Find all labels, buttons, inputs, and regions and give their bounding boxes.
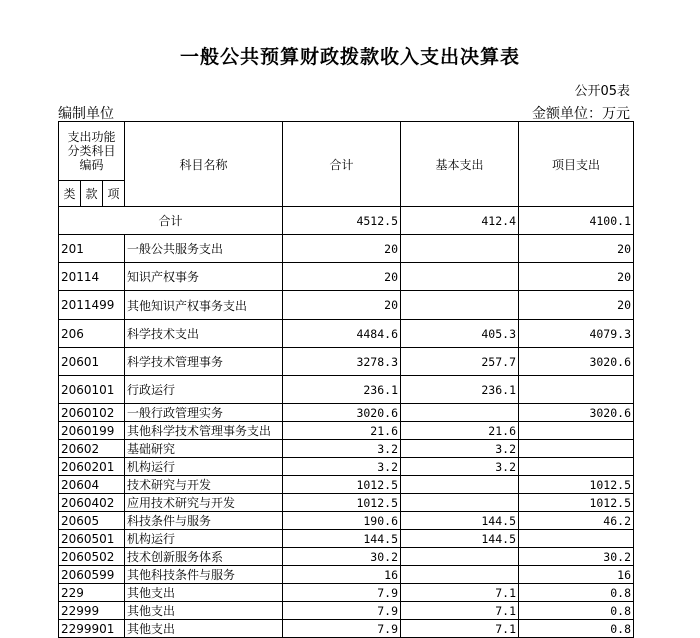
table-row [59,348,634,376]
row-name: 机构运行 [125,530,283,548]
row-code: 20602 [59,440,125,458]
row-name: 行政运行 [125,376,283,404]
table-row [59,235,634,263]
code-header-line3: 编码 [79,158,104,172]
row-total: 1012.5 [283,476,401,494]
row-name: 其他科学技术管理事务支出 [125,422,283,440]
row-total: 20 [283,291,401,320]
table-row [59,548,634,566]
page-title: 一般公共预算财政拨款收入支出决算表 [179,46,520,68]
row-project [519,530,634,548]
row-code: 2060199 [59,422,125,440]
row-project [519,422,634,440]
code-header-line1: 支出功能 [67,130,116,144]
table-row [59,476,634,494]
row-total: 20 [283,263,401,291]
row-name: 其他支出 [125,620,283,638]
row-total: 7.9 [283,620,401,638]
table-row [59,263,634,291]
row-total: 3278.3 [283,348,401,376]
kuan-header: 款 [81,181,103,207]
table-row [59,512,634,530]
row-total: 7.9 [283,584,401,602]
row-code: 20604 [59,476,125,494]
row-name: 一般公共服务支出 [125,235,283,263]
row-name: 其他支出 [125,584,283,602]
row-code: 206 [59,320,125,348]
form-number: 公开05表 [574,84,630,99]
row-basic: 405.3 [401,320,519,348]
row-total: 236.1 [283,376,401,404]
total-row [59,207,634,235]
row-basic: 7.1 [401,602,519,620]
row-project [519,458,634,476]
row-basic: 144.5 [401,512,519,530]
row-basic: 7.1 [401,584,519,602]
row-project: 1012.5 [519,476,634,494]
row-basic [401,263,519,291]
row-code: 20114 [59,263,125,291]
compiling-unit-label: 编制单位 [58,106,114,122]
row-project: 20 [519,263,634,291]
row-code: 2060101 [59,376,125,404]
row-total: 7.9 [283,602,401,620]
row-basic: 7.1 [401,620,519,638]
table-row [59,320,634,348]
row-basic [401,291,519,320]
row-basic: 3.2 [401,440,519,458]
row-basic [401,476,519,494]
row-code: 2060599 [59,566,125,584]
row-basic [401,548,519,566]
row-total: 30.2 [283,548,401,566]
amount-unit-label: 金额单位：万元 [532,106,630,122]
total-row-basic: 412.4 [401,207,519,235]
table-row [59,404,634,422]
project-column-header: 项目支出 [519,122,634,207]
row-total: 16 [283,566,401,584]
table-row [59,376,634,404]
code-header-line2: 分类科目 [67,144,116,158]
table-row [59,422,634,440]
row-code: 2060502 [59,548,125,566]
row-project: 4079.3 [519,320,634,348]
row-code: 2011499 [59,291,125,320]
row-name: 一般行政管理实务 [125,404,283,422]
row-code: 2060102 [59,404,125,422]
row-name: 其他支出 [125,602,283,620]
row-total: 4484.6 [283,320,401,348]
row-project: 30.2 [519,548,634,566]
row-name: 科技条件与服务 [125,512,283,530]
row-project: 16 [519,566,634,584]
table-row [59,291,634,320]
row-name: 其他知识产权事务支出 [125,291,283,320]
row-code: 20601 [59,348,125,376]
row-basic: 144.5 [401,530,519,548]
row-basic [401,235,519,263]
row-name: 机构运行 [125,458,283,476]
row-code: 22999 [59,602,125,620]
row-basic: 3.2 [401,458,519,476]
row-basic: 21.6 [401,422,519,440]
header-row [59,122,634,181]
row-code: 2060201 [59,458,125,476]
row-name: 技术研究与开发 [125,476,283,494]
row-name: 科学技术管理事务 [125,348,283,376]
table-row [59,494,634,512]
code-column-header [59,122,125,181]
lei-header: 类 [59,181,81,207]
row-project: 46.2 [519,512,634,530]
row-name: 技术创新服务体系 [125,548,283,566]
row-total: 144.5 [283,530,401,548]
row-project: 0.8 [519,620,634,638]
total-row-label: 合计 [59,207,283,235]
row-total: 21.6 [283,422,401,440]
table-row [59,530,634,548]
table-row [59,440,634,458]
budget-table [58,121,634,638]
row-code: 2060501 [59,530,125,548]
table-row [59,458,634,476]
total-row-total: 4512.5 [283,207,401,235]
row-name: 科学技术支出 [125,320,283,348]
row-basic: 236.1 [401,376,519,404]
row-project [519,376,634,404]
row-total: 3.2 [283,458,401,476]
row-basic: 257.7 [401,348,519,376]
row-basic [401,494,519,512]
total-row-project: 4100.1 [519,207,634,235]
row-total: 20 [283,235,401,263]
table-row [59,584,634,602]
total-column-header: 合计 [283,122,401,207]
row-project: 20 [519,235,634,263]
table-row [59,566,634,584]
row-basic [401,404,519,422]
row-name: 其他科技条件与服务 [125,566,283,584]
row-code: 229 [59,584,125,602]
row-name: 基础研究 [125,440,283,458]
row-project [519,440,634,458]
row-basic [401,566,519,584]
row-name: 应用技术研究与开发 [125,494,283,512]
row-total: 3.2 [283,440,401,458]
row-code: 201 [59,235,125,263]
row-name: 知识产权事务 [125,263,283,291]
row-code: 2060402 [59,494,125,512]
xiang-header: 项 [103,181,125,207]
row-total: 1012.5 [283,494,401,512]
table-row [59,602,634,620]
row-project: 0.8 [519,602,634,620]
row-code: 2299901 [59,620,125,638]
row-project: 20 [519,291,634,320]
row-project: 3020.6 [519,404,634,422]
name-column-header: 科目名称 [125,122,283,207]
row-project: 1012.5 [519,494,634,512]
row-total: 3020.6 [283,404,401,422]
row-code: 20605 [59,512,125,530]
row-total: 190.6 [283,512,401,530]
row-project: 3020.6 [519,348,634,376]
row-project: 0.8 [519,584,634,602]
table-row [59,620,634,638]
basic-column-header: 基本支出 [401,122,519,207]
